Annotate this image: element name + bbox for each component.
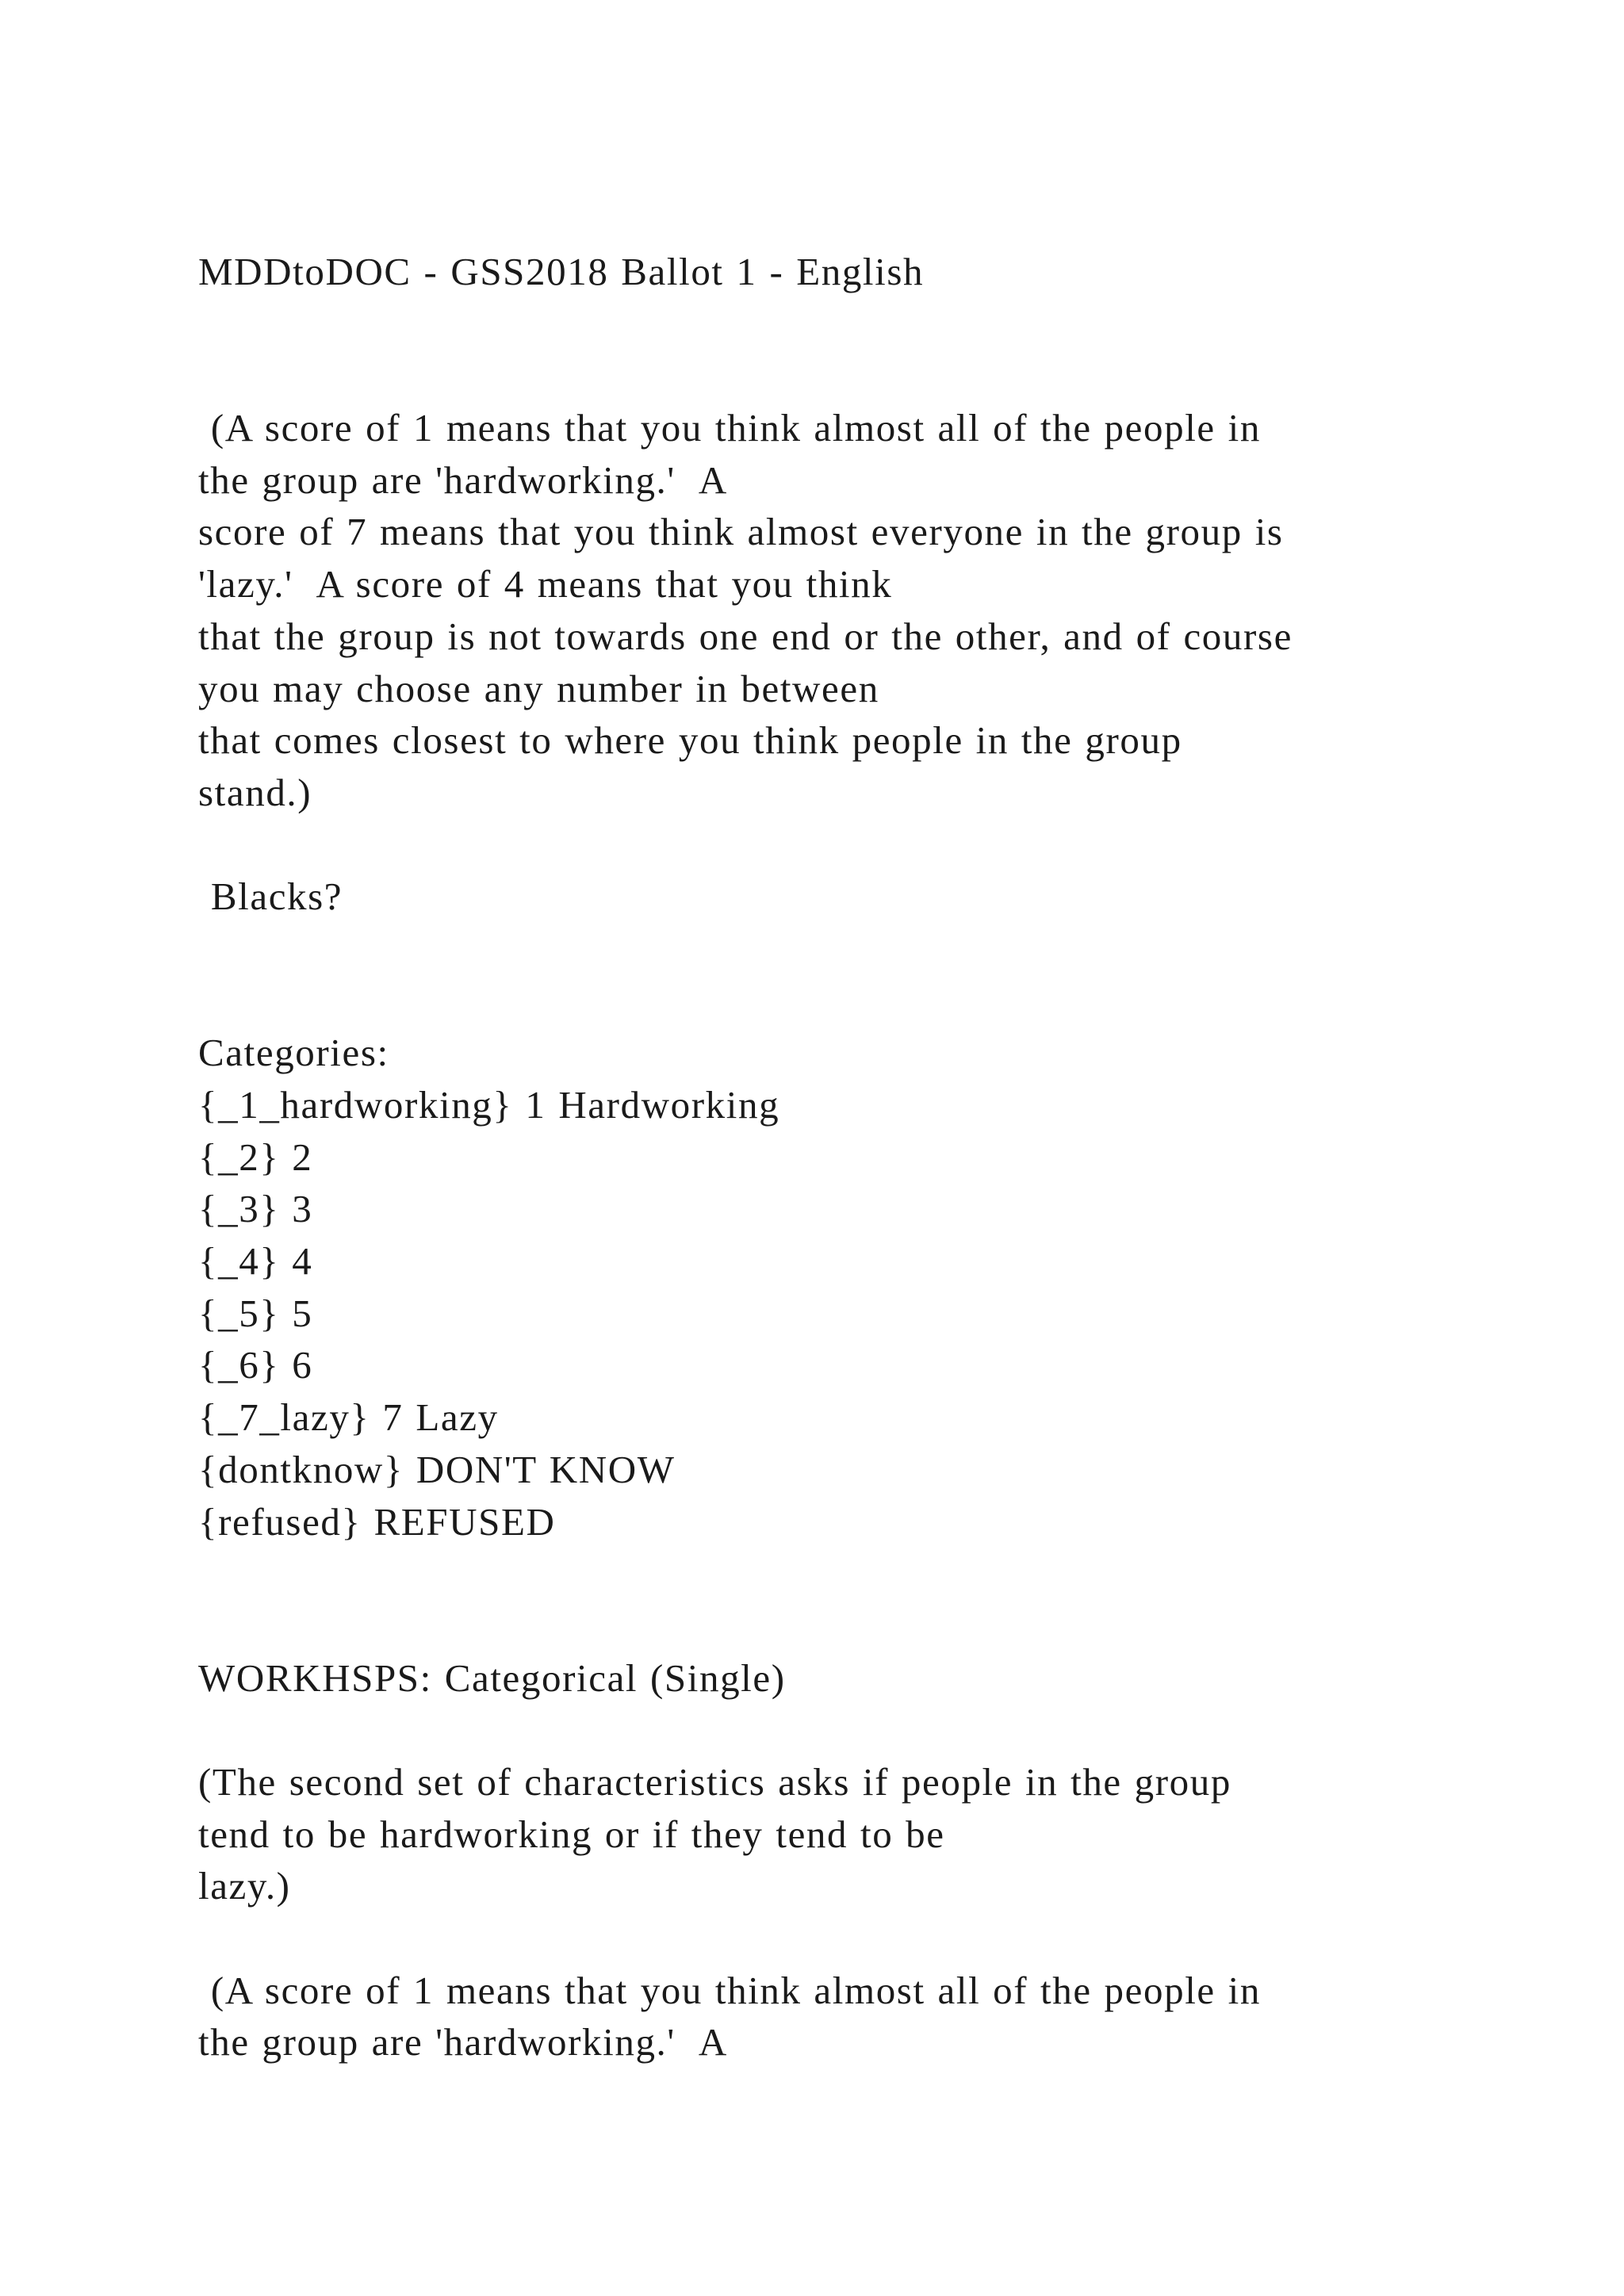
- text-line: stand.): [198, 770, 312, 814]
- category-item: {dontknow} DON'T KNOW: [198, 1447, 676, 1491]
- blank-line: [198, 819, 1507, 871]
- category-item: {refused} REFUSED: [198, 1499, 556, 1544]
- text-line: (The second set of characteristics asks if people in the group: [198, 1759, 1231, 1804]
- text-line: the group are 'hardworking.' A: [198, 457, 728, 502]
- category-item: {_3} 3: [198, 1187, 313, 1231]
- blank-line: [198, 298, 1507, 350]
- category-item: {_5} 5: [198, 1291, 313, 1335]
- text-line: 'lazy.' A score of 4 means that you think: [198, 562, 893, 607]
- document-body: [198, 246, 1507, 2068]
- text-line: the group are 'hardworking.' A: [198, 2020, 728, 2064]
- blank-line: [198, 1548, 1507, 1600]
- category-item: {_4} 4: [198, 1239, 313, 1284]
- categories-list: [198, 1079, 1507, 1548]
- text-line: that comes closest to where you think people in the group: [198, 718, 1182, 763]
- variable-heading: WORKHSPS: Categorical (Single): [198, 1655, 786, 1700]
- text-line: you may choose any number in between: [198, 666, 879, 710]
- blank-line: [198, 350, 1507, 402]
- text-line: (A score of 1 means that you think almost all of the people in: [198, 1968, 1261, 2012]
- category-item: {_2} 2: [198, 1135, 313, 1179]
- blank-line: [198, 1600, 1507, 1652]
- intro-paragraph: [198, 1756, 1507, 1912]
- category-item: {_7_lazy} 7 Lazy: [198, 1395, 499, 1440]
- text-line: tend to be hardworking or if they tend to be: [198, 1812, 945, 1856]
- blank-line: [198, 1704, 1507, 1756]
- document-title: MDDtoDOC - GSS2018 Ballot 1 - English: [198, 250, 925, 293]
- text-line: score of 7 means that you think almost everyone in the group is: [198, 510, 1284, 554]
- category-item: {_6} 6: [198, 1343, 313, 1387]
- categories-label: Categories:: [198, 1031, 389, 1075]
- question-item: Blacks?: [198, 874, 343, 919]
- blank-line: [198, 975, 1507, 1027]
- instruction-paragraph-2: [198, 1965, 1507, 2068]
- category-item: {_1_hardworking} 1 Hardworking: [198, 1083, 780, 1127]
- text-line: that the group is not towards one end or the other, and of course: [198, 614, 1293, 658]
- blank-line: [198, 1912, 1507, 1965]
- instruction-paragraph-1: [198, 402, 1507, 819]
- text-line: (A score of 1 means that you think almost all of the people in: [198, 406, 1261, 450]
- blank-line: [198, 923, 1507, 975]
- text-line: lazy.): [198, 1864, 291, 1908]
